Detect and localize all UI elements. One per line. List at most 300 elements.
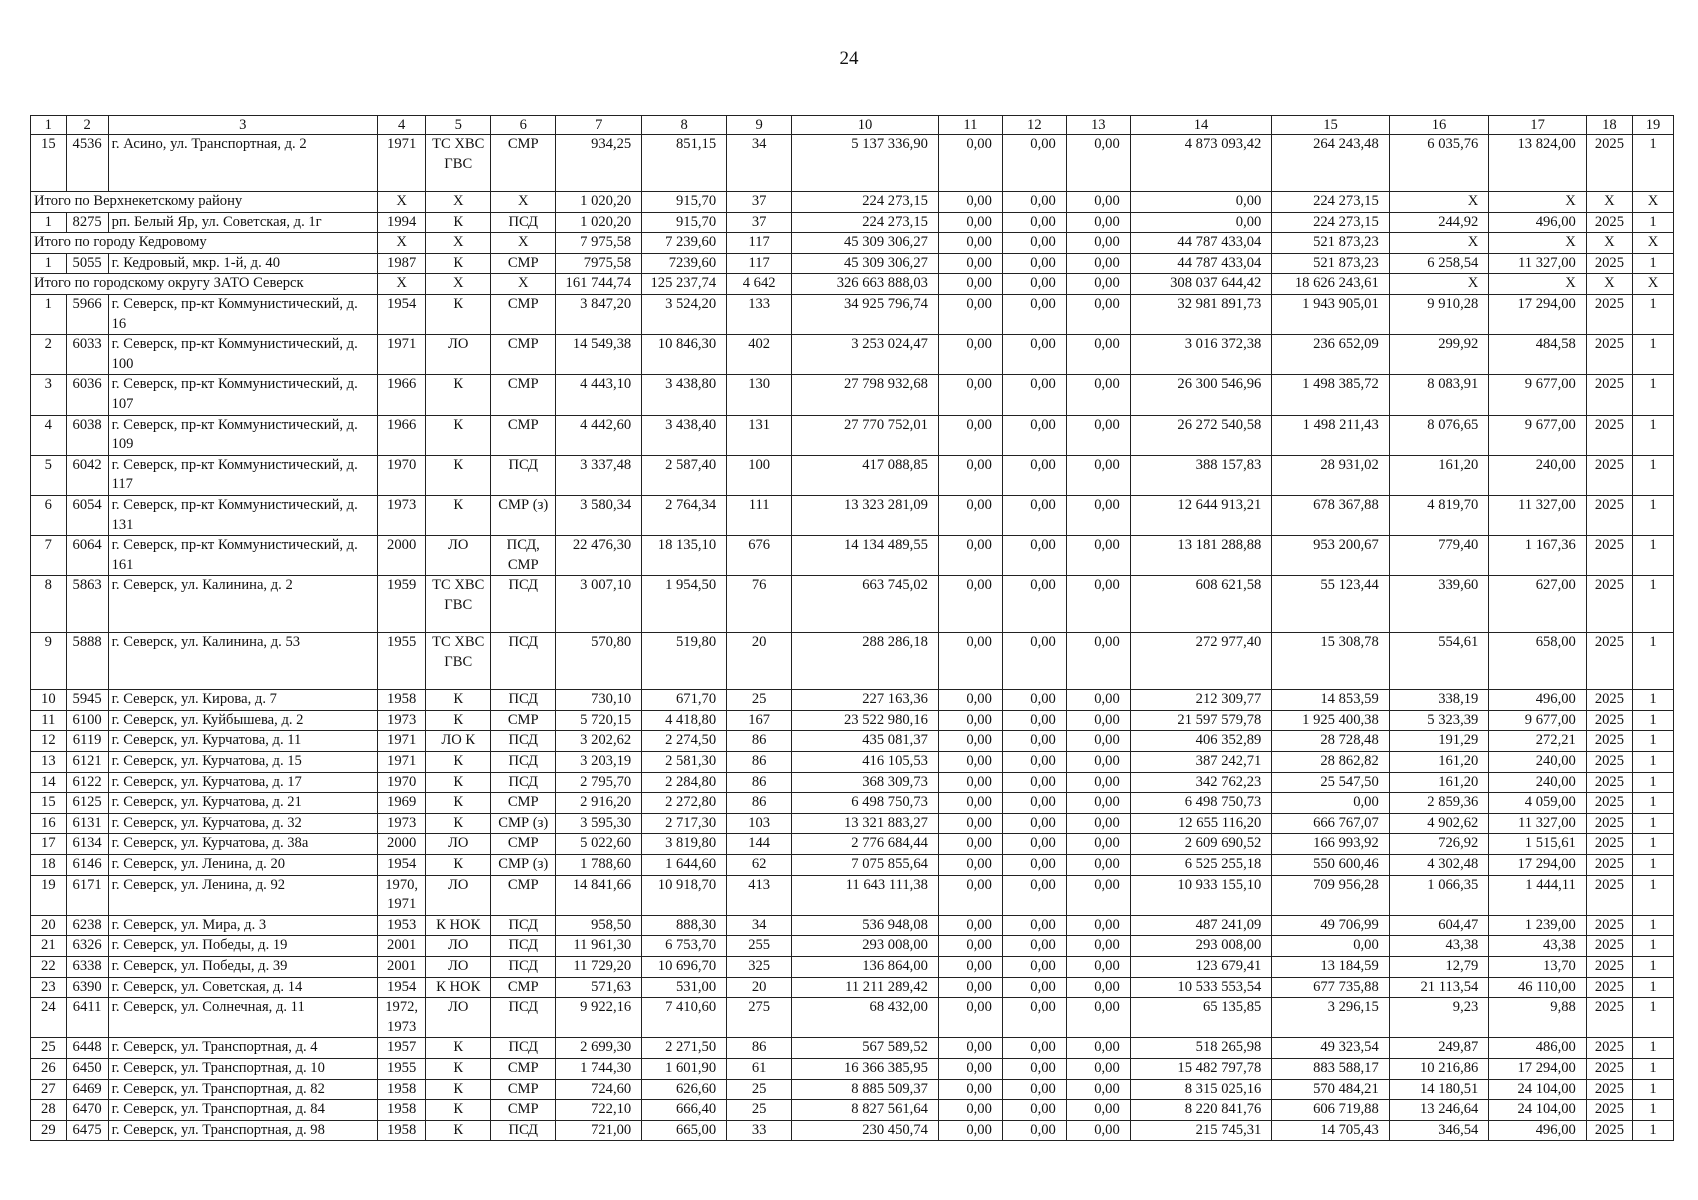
table-cell: 0,00 (938, 813, 1002, 834)
address-cell: г. Северск, ул. Куйбышева, д. 2 (108, 710, 377, 731)
table-row (31, 375, 1674, 415)
table-cell: 0,00 (938, 977, 1002, 998)
table-row (31, 1100, 1674, 1121)
table-cell: 0,00 (1066, 253, 1130, 274)
table-cell: 3 337,48 (556, 455, 642, 495)
table-cell: 7239,60 (642, 253, 727, 274)
subtotal-title: Итого по Верхнекетскому району (31, 192, 378, 213)
column-header: 4 (378, 116, 426, 135)
table-cell: 2 764,34 (642, 495, 727, 535)
address-cell: рп. Белый Яр, ул. Советская, д. 1г (108, 212, 377, 233)
address-cell: г. Северск, пр-кт Коммунистический, д. 107 (108, 375, 377, 415)
table-row (31, 834, 1674, 855)
table-cell: 0,00 (938, 294, 1002, 334)
table-cell: 14 853,59 (1272, 690, 1389, 711)
table-cell: 6411 (66, 998, 108, 1038)
table-cell: 0,00 (1002, 294, 1066, 334)
table-cell: 9,88 (1489, 998, 1587, 1038)
table-cell: 0,00 (938, 455, 1002, 495)
table-cell: 2025 (1586, 834, 1632, 855)
column-header: 6 (491, 116, 556, 135)
table-cell: 2 587,40 (642, 455, 727, 495)
table-cell: 9 (31, 633, 67, 690)
table-cell: 11 961,30 (556, 936, 642, 957)
table-cell: СМР (491, 977, 556, 998)
table-row (31, 455, 1674, 495)
table-cell: 3 203,19 (556, 752, 642, 773)
table-cell: 37 (727, 192, 792, 213)
table-cell: 3 438,80 (642, 375, 727, 415)
table-cell: 144 (727, 834, 792, 855)
address-cell: г. Северск, ул. Кирова, д. 7 (108, 690, 377, 711)
table-cell: 11 327,00 (1489, 495, 1587, 535)
table-cell: 6470 (66, 1100, 108, 1121)
table-cell: 709 956,28 (1272, 875, 1389, 915)
table-cell: ПСД (491, 690, 556, 711)
table-cell: 14 841,66 (556, 875, 642, 915)
table-cell: 1 239,00 (1489, 915, 1587, 936)
column-number-header (31, 116, 1674, 135)
table-cell: 0,00 (1002, 1100, 1066, 1121)
table-cell: 2025 (1586, 536, 1632, 576)
table-cell: X (378, 274, 426, 295)
table-cell: 2 284,80 (642, 772, 727, 793)
table-cell: К НОК (426, 977, 491, 998)
table-cell: 518 265,98 (1130, 1038, 1272, 1059)
address-cell: г. Северск, пр-кт Коммунистический, д. 100 (108, 335, 377, 375)
table-cell: 342 762,23 (1130, 772, 1272, 793)
table-cell: 236 652,09 (1272, 335, 1389, 375)
table-cell: 224 273,15 (792, 192, 939, 213)
table-cell: 6100 (66, 710, 108, 731)
table-cell: 1955 (378, 633, 426, 690)
table-cell: 8 083,91 (1389, 375, 1489, 415)
table-cell: 368 309,73 (792, 772, 939, 793)
table-cell: 2025 (1586, 1120, 1632, 1141)
table-cell: 68 432,00 (792, 998, 939, 1038)
table-cell: 25 547,50 (1272, 772, 1389, 793)
table-cell: 339,60 (1389, 576, 1489, 633)
table-cell: 1 (1632, 813, 1673, 834)
address-cell: г. Северск, ул. Калинина, д. 53 (108, 633, 377, 690)
table-cell: 883 588,17 (1272, 1058, 1389, 1079)
table-cell: СМР (491, 793, 556, 814)
table-cell: X (1632, 233, 1673, 254)
table-cell: 18 135,10 (642, 536, 727, 576)
table-row (31, 536, 1674, 576)
table-cell: 166 993,92 (1272, 834, 1389, 855)
table-cell: 0,00 (1066, 1100, 1130, 1121)
table-cell: 1 (1632, 710, 1673, 731)
column-header: 10 (792, 116, 939, 135)
table-cell: 240,00 (1489, 455, 1587, 495)
table-cell: 21 (31, 936, 67, 957)
table-cell: ЛО (426, 834, 491, 855)
column-header: 5 (426, 116, 491, 135)
table-cell: 658,00 (1489, 633, 1587, 690)
table-cell: 9 910,28 (1389, 294, 1489, 334)
table-cell: 3 524,20 (642, 294, 727, 334)
table-cell: 531,00 (642, 977, 727, 998)
table-cell: 6326 (66, 936, 108, 957)
table-cell: 10 533 553,54 (1130, 977, 1272, 998)
table-cell: 27 770 752,01 (792, 415, 939, 455)
table-cell: 0,00 (938, 731, 1002, 752)
table-cell: 0,00 (1272, 793, 1389, 814)
table-cell: 604,47 (1389, 915, 1489, 936)
table-cell: 3 847,20 (556, 294, 642, 334)
table-cell: 0,00 (938, 1038, 1002, 1059)
table-cell: 2025 (1586, 813, 1632, 834)
table-cell: 0,00 (938, 536, 1002, 576)
table-cell: 224 273,15 (1272, 212, 1389, 233)
table-cell: 1970 (378, 772, 426, 793)
table-cell: 11 327,00 (1489, 253, 1587, 274)
table-cell: 435 081,37 (792, 731, 939, 752)
table-cell: 2 776 684,44 (792, 834, 939, 855)
table-cell: 103 (727, 813, 792, 834)
table-cell: 0,00 (1066, 536, 1130, 576)
table-cell: X (1489, 274, 1587, 295)
table-cell: 0,00 (1066, 135, 1130, 192)
table-cell: 6036 (66, 375, 108, 415)
table-cell: 6 258,54 (1389, 253, 1489, 274)
table-cell: 249,87 (1389, 1038, 1489, 1059)
column-header: 12 (1002, 116, 1066, 135)
table-row (31, 875, 1674, 915)
table-cell: 15 (31, 135, 67, 192)
table-cell: 0,00 (1066, 335, 1130, 375)
table-cell: 21 597 579,78 (1130, 710, 1272, 731)
table-row (31, 855, 1674, 876)
table-cell: 0,00 (938, 274, 1002, 295)
table-cell: 1 943 905,01 (1272, 294, 1389, 334)
address-cell: г. Северск, ул. Советская, д. 14 (108, 977, 377, 998)
table-cell: 6475 (66, 1120, 108, 1141)
table-cell: 20 (727, 633, 792, 690)
table-cell: 76 (727, 576, 792, 633)
table-cell: 1 (1632, 375, 1673, 415)
table-cell: К (426, 793, 491, 814)
table-cell: 12,79 (1389, 957, 1489, 978)
table-cell: X (1489, 192, 1587, 213)
table-cell: 1 (31, 212, 67, 233)
address-cell: г. Северск, ул. Мира, д. 3 (108, 915, 377, 936)
table-cell: 14 180,51 (1389, 1079, 1489, 1100)
table-cell: 10 (31, 690, 67, 711)
table-cell: 15 (31, 793, 67, 814)
table-cell: 1 (1632, 536, 1673, 576)
table-cell: 2025 (1586, 1038, 1632, 1059)
table-cell: ПСД (491, 957, 556, 978)
table-cell: 6 (31, 495, 67, 535)
table-cell: 1973 (378, 710, 426, 731)
table-cell: 55 123,44 (1272, 576, 1389, 633)
table-cell: ПСД (491, 633, 556, 690)
table-cell: 9 677,00 (1489, 710, 1587, 731)
address-cell: г. Северск, ул. Ленина, д. 92 (108, 875, 377, 915)
table-cell: 0,00 (938, 936, 1002, 957)
table-cell: К (426, 855, 491, 876)
table-cell: 2 699,30 (556, 1038, 642, 1059)
table-row (31, 1079, 1674, 1100)
table-cell: 6054 (66, 495, 108, 535)
table-row (31, 294, 1674, 334)
table-cell: 2001 (378, 957, 426, 978)
column-header: 19 (1632, 116, 1673, 135)
table-cell: 6125 (66, 793, 108, 814)
table-row (31, 135, 1674, 192)
table-cell: 0,00 (1066, 212, 1130, 233)
table-cell: X (491, 274, 556, 295)
table-cell: 626,60 (642, 1079, 727, 1100)
table-cell: 570 484,21 (1272, 1079, 1389, 1100)
table-cell: 0,00 (938, 495, 1002, 535)
table-cell: СМР (491, 1058, 556, 1079)
table-cell: 5863 (66, 576, 108, 633)
table-cell: 4 059,00 (1489, 793, 1587, 814)
table-cell: 0,00 (1066, 1058, 1130, 1079)
table-cell: 0,00 (1066, 875, 1130, 915)
address-cell: г. Северск, ул. Курчатова, д. 32 (108, 813, 377, 834)
table-cell: ТС ХВС ГВС (426, 576, 491, 633)
table-cell: 7975,58 (556, 253, 642, 274)
table-cell: 0,00 (1066, 690, 1130, 711)
table-cell: 1958 (378, 1079, 426, 1100)
table-cell: 9 922,16 (556, 998, 642, 1038)
table-cell: 2025 (1586, 576, 1632, 633)
table-cell: 5945 (66, 690, 108, 711)
address-cell: г. Северск, ул. Курчатова, д. 15 (108, 752, 377, 773)
table-cell: 272 977,40 (1130, 633, 1272, 690)
table-row (31, 998, 1674, 1038)
column-header: 11 (938, 116, 1002, 135)
table-cell: 44 787 433,04 (1130, 233, 1272, 254)
table-cell: X (426, 233, 491, 254)
table-cell: 17 (31, 834, 67, 855)
table-cell: 4536 (66, 135, 108, 192)
table-cell: 2025 (1586, 455, 1632, 495)
table-cell: 25 (727, 690, 792, 711)
table-cell: 25 (727, 1079, 792, 1100)
address-cell: г. Кедровый, мкр. 1-й, д. 40 (108, 253, 377, 274)
table-cell: 5055 (66, 253, 108, 274)
table-cell: 2 272,80 (642, 793, 727, 814)
address-cell: г. Северск, ул. Курчатова, д. 11 (108, 731, 377, 752)
table-cell: 14 (31, 772, 67, 793)
table-cell: 1 (1632, 135, 1673, 192)
table-row (31, 495, 1674, 535)
table-cell: 9 677,00 (1489, 415, 1587, 455)
table-cell: 288 286,18 (792, 633, 939, 690)
table-cell: 0,00 (938, 772, 1002, 793)
table-cell: ЛО (426, 536, 491, 576)
table-cell: 14 134 489,55 (792, 536, 939, 576)
page-number: 24 (839, 48, 859, 69)
table-cell: 14 549,38 (556, 335, 642, 375)
table-cell: 0,00 (1002, 957, 1066, 978)
table-cell: 2025 (1586, 1058, 1632, 1079)
table-cell: 0,00 (938, 855, 1002, 876)
table-cell: 0,00 (1002, 212, 1066, 233)
table-cell: ПСД (491, 212, 556, 233)
table-cell: 0,00 (1002, 875, 1066, 915)
address-cell: г. Северск, пр-кт Коммунистический, д. 109 (108, 415, 377, 455)
table-cell: 0,00 (1066, 633, 1130, 690)
table-cell: 117 (727, 233, 792, 254)
table-cell: 0,00 (938, 135, 1002, 192)
table-cell: 4 873 093,42 (1130, 135, 1272, 192)
table-cell: 570,80 (556, 633, 642, 690)
table-cell: 0,00 (1066, 915, 1130, 936)
table-cell: 8 220 841,76 (1130, 1100, 1272, 1121)
table-cell: 0,00 (1002, 1120, 1066, 1141)
table-cell: 0,00 (938, 253, 1002, 274)
table-cell: 34 (727, 135, 792, 192)
table-cell: 49 706,99 (1272, 915, 1389, 936)
table-cell: 2025 (1586, 212, 1632, 233)
table-cell: 62 (727, 855, 792, 876)
table-cell: 13 824,00 (1489, 135, 1587, 192)
address-cell: г. Северск, ул. Курчатова, д. 21 (108, 793, 377, 814)
table-cell: 2025 (1586, 415, 1632, 455)
column-header: 14 (1130, 116, 1272, 135)
table-cell: 293 008,00 (1130, 936, 1272, 957)
table-cell: 1 (1632, 998, 1673, 1038)
table-cell: 1 020,20 (556, 212, 642, 233)
table-cell: 1 (1632, 936, 1673, 957)
table-cell: 25 (727, 1100, 792, 1121)
table-cell: 1971 (378, 731, 426, 752)
table-cell: 665,00 (642, 1120, 727, 1141)
table-cell: 2025 (1586, 253, 1632, 274)
table-cell: 8 827 561,64 (792, 1100, 939, 1121)
table-cell: 4 (31, 415, 67, 455)
table-cell: 24 104,00 (1489, 1100, 1587, 1121)
table-cell: 28 (31, 1100, 67, 1121)
table-row (31, 977, 1674, 998)
table-cell: 1 (1632, 875, 1673, 915)
table-cell: X (1586, 274, 1632, 295)
table-cell: 86 (727, 793, 792, 814)
address-cell: г. Северск, пр-кт Коммунистический, д. 161 (108, 536, 377, 576)
table-cell: 6 498 750,73 (1130, 793, 1272, 814)
table-cell: 15 308,78 (1272, 633, 1389, 690)
table-cell: 1966 (378, 415, 426, 455)
table-cell: 28 862,82 (1272, 752, 1389, 773)
table-cell: 0,00 (938, 998, 1002, 1038)
table-cell: 13 (31, 752, 67, 773)
table-cell: ПСД, СМР (491, 536, 556, 576)
column-header: 2 (66, 116, 108, 135)
table-cell: СМР (491, 335, 556, 375)
table-cell: 4 442,60 (556, 415, 642, 455)
table-cell: 2 581,30 (642, 752, 727, 773)
table-cell: 161,20 (1389, 455, 1489, 495)
table-cell: 666 767,07 (1272, 813, 1389, 834)
table-cell: 2025 (1586, 793, 1632, 814)
table-cell: 26 (31, 1058, 67, 1079)
table-cell: 2025 (1586, 752, 1632, 773)
table-cell: 521 873,23 (1272, 253, 1389, 274)
table-cell: 1 498 211,43 (1272, 415, 1389, 455)
table-cell: 1 744,30 (556, 1058, 642, 1079)
table-cell: 1958 (378, 1100, 426, 1121)
table-cell: 1 (1632, 957, 1673, 978)
table-cell: 1972, 1973 (378, 998, 426, 1038)
table-cell: 6450 (66, 1058, 108, 1079)
table-cell: 0,00 (938, 212, 1002, 233)
table-cell: 1 788,60 (556, 855, 642, 876)
subtotal-row (31, 192, 1674, 213)
table-cell: 608 621,58 (1130, 576, 1272, 633)
table-cell: 0,00 (1066, 752, 1130, 773)
table-cell: 0,00 (1002, 936, 1066, 957)
table-cell: 2 916,20 (556, 793, 642, 814)
table-cell: 1 644,60 (642, 855, 727, 876)
table-row (31, 957, 1674, 978)
table-cell: 16 366 385,95 (792, 1058, 939, 1079)
table-cell: X (1489, 233, 1587, 254)
table-cell: 5 (31, 455, 67, 495)
address-cell: г. Северск, пр-кт Коммунистический, д. 16 (108, 294, 377, 334)
table-cell: 1 (1632, 977, 1673, 998)
table-cell: К (426, 690, 491, 711)
table-cell: 0,00 (1002, 731, 1066, 752)
table-cell: 0,00 (1002, 495, 1066, 535)
table-cell: 606 719,88 (1272, 1100, 1389, 1121)
table-cell: ЛО (426, 875, 491, 915)
table-cell: 275 (727, 998, 792, 1038)
table-cell: 1 515,61 (1489, 834, 1587, 855)
table-cell: 11 (31, 710, 67, 731)
table-cell: 3 253 024,47 (792, 335, 939, 375)
table-cell: 915,70 (642, 192, 727, 213)
table-cell: 338,19 (1389, 690, 1489, 711)
table-cell: 2 (31, 335, 67, 375)
table-cell: 1 (1632, 633, 1673, 690)
table-cell: К (426, 1100, 491, 1121)
table-cell: ТС ХВС ГВС (426, 135, 491, 192)
table-cell: ПСД (491, 1120, 556, 1141)
table-cell: 0,00 (1002, 977, 1066, 998)
table-cell: СМР (491, 375, 556, 415)
table-cell: 1955 (378, 1058, 426, 1079)
table-cell: 6064 (66, 536, 108, 576)
table-cell: 308 037 644,42 (1130, 274, 1272, 295)
table-cell: 18 626 243,61 (1272, 274, 1389, 295)
table-cell: 23 (31, 977, 67, 998)
table-cell: СМР (з) (491, 495, 556, 535)
table-row (31, 915, 1674, 936)
table-row (31, 576, 1674, 633)
table-cell: 2025 (1586, 936, 1632, 957)
table-cell: К (426, 813, 491, 834)
table-cell: 496,00 (1489, 1120, 1587, 1141)
table-cell: 0,00 (938, 875, 1002, 915)
table-row (31, 1058, 1674, 1079)
table-cell: 6448 (66, 1038, 108, 1059)
table-cell: К (426, 1058, 491, 1079)
table-cell: 26 300 546,96 (1130, 375, 1272, 415)
table-cell: 0,00 (938, 1120, 1002, 1141)
table-cell: 2 271,50 (642, 1038, 727, 1059)
table-cell: 3 595,30 (556, 813, 642, 834)
table-cell: 2025 (1586, 1100, 1632, 1121)
table-cell: 86 (727, 1038, 792, 1059)
table-cell: 851,15 (642, 135, 727, 192)
table-cell: 387 242,71 (1130, 752, 1272, 773)
